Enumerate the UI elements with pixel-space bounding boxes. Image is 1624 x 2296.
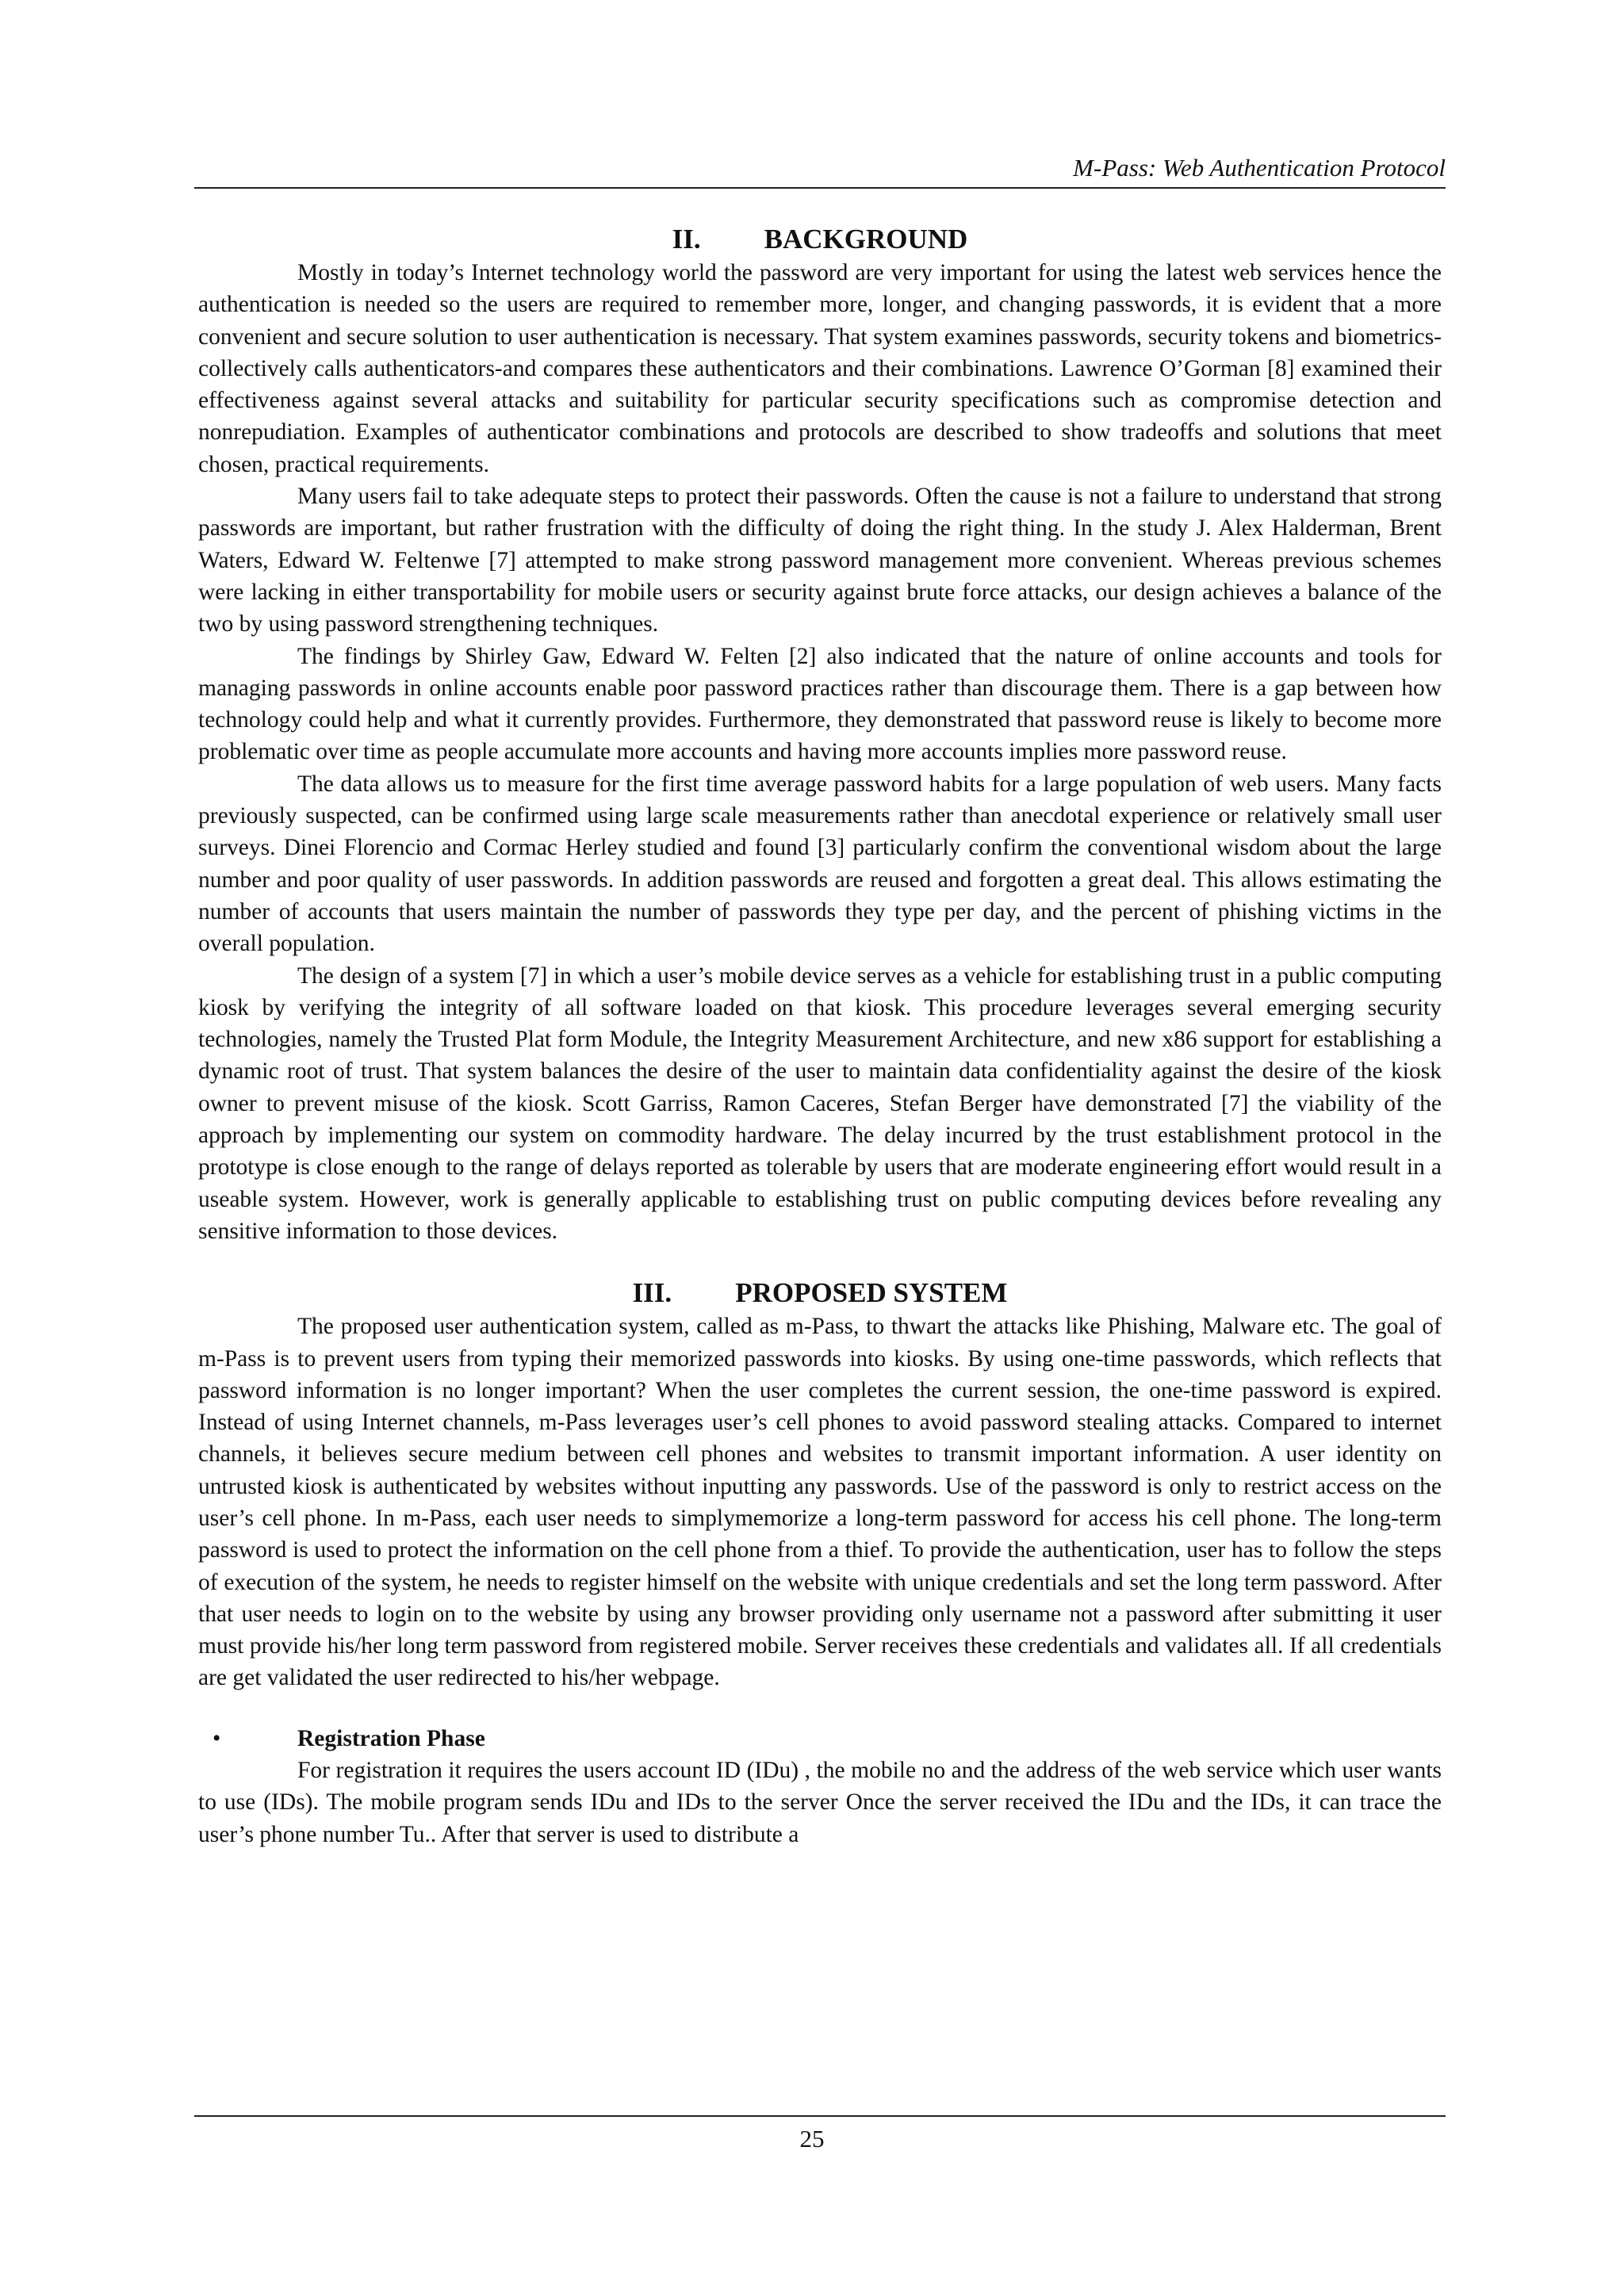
running-header: M-Pass: Web Authentication Protocol [1073, 154, 1446, 182]
subsection-heading-registration-phase [198, 1723, 1442, 1755]
section-heading-background [198, 222, 1442, 257]
bullet-icon: • [213, 1725, 221, 1751]
page-number: 25 [799, 2125, 825, 2152]
paragraph: Mostly in today’s Internet technology world the password are very important for using the latest web services hence the authentication is needed so the users are required to remember more, longer, and changing passwords, it is evident that a more convenient and secure solution to user authentication is necessary. That system examines passwords, security tokens and biometrics-collectively calls authenticators-and compares these authenticators and their combinations. Lawrence O’Gorman [8] examined their effectiveness against several attacks and suitability for particular security specifications such as compromise detection and nonrepudiation. Examples of authenticator combinations and protocols are described to show tradeoffs and solutions that meet chosen, practical requirements. [198, 260, 1442, 477]
page-content [198, 222, 1442, 1850]
section-title: PROPOSED SYSTEM [735, 1277, 1008, 1309]
footer-rule [194, 2115, 1446, 2117]
section-heading-proposed-system [198, 1276, 1442, 1311]
subsection-title: Registration Phase [297, 1725, 485, 1751]
section-number: III. [632, 1277, 672, 1309]
paragraph: The design of a system [7] in which a user’s mobile device serves as a vehicle for establishing trust in a public computing kiosk by verifying the integrity of all software loaded on that kiosk. This procedure leverages several emerging security technologies, namely the Trusted Plat form Module, the Integrity Measurement Architecture, and new x86 support for establishing a dynamic root of trust. That system balances the desire of the user to maintain data confidentiality against the desire of the kiosk owner to prevent misuse of the kiosk. Scott Garriss, Ramon Caceres, Stefan Berger have demonstrated [7] the viability of the approach by implementing our system on commodity hardware. The delay incurred by the trust establishment protocol in the prototype is close enough to the range of delays reported as tolerable by users that are moderate engineering effort would result in a useable system. However, work is generally applicable to establishing trust on public computing devices before revealing any sensitive information to those devices. [198, 962, 1442, 1244]
paragraph: The data allows us to measure for the first time average password habits for a large population of web users. Many facts previously suspected, can be confirmed using large scale measurements rather than anecdotal experience or relatively small user surveys. Dinei Florencio and Cormac Herley studied and found [3] particularly confirm the conventional wisdom about the large number and poor quality of user passwords. In addition passwords are reused and forgotten a great deal. This allows estimating the number of accounts that users maintain the number of passwords they type per day, and the percent of phishing victims in the overall population. [198, 771, 1442, 957]
section-title: BACKGROUND [764, 224, 968, 254]
section-number: II. [672, 224, 701, 254]
paragraph: Many users fail to take adequate steps to protect their passwords. Often the cause is not a failure to understand that strong passwords are important, but rather frustration with the difficulty of doing the right thing. In the study J. Alex Halderman, Brent Waters, Edward W. Feltenwe [7] attempted to make strong password management more convenient. Whereas previous schemes were lacking in either transportability for mobile users or security against brute force attacks, our design achieves a balance of the two by using password strengthening techniques. [198, 484, 1442, 637]
paragraph: The findings by Shirley Gaw, Edward W. Felten [2] also indicated that the nature of online accounts and tools for managing passwords in online accounts enable poor password practices rather than discourage them. There is a gap between how technology could help and what it currently provides. Furthermore, they demonstrated that password reuse is likely to become more problematic over time as people accumulate more accounts and having more accounts implies more password reuse. [198, 643, 1442, 765]
paragraph: For registration it requires the users account ID (IDu) , the mobile no and the address of the web service which user wants to use (IDs). The mobile program sends IDu and IDs to the server Once the server received the IDu and the IDs, it can trace the user’s phone number Tu.. After that server is used to distribute a [198, 1758, 1442, 1847]
header-rule [194, 187, 1446, 189]
paragraph: The proposed user authentication system, called as m-Pass, to thwart the attacks like Phishing, Malware etc. The goal of m-Pass is to prevent users from typing their memorized passwords into kiosks. By using one-time passwords, which reflects that password information is no longer important? When the user completes the current session, the one-time password is expired. Instead of using Internet channels, m-Pass leverages user’s cell phones to avoid password stealing attacks. Compared to internet channels, it believes secure medium between cell phones and websites to transmit important information. A user identity on untrusted kiosk is authenticated by websites without inputting any passwords. Use of the password is only to restrict access on the user’s cell phone. In m-Pass, each user needs to simplymemorize a long-term password for access his cell phone. The long-term password is used to protect the information on the cell phone from a thief. To provide the authentication, user has to follow the steps of execution of the system, he needs to register himself on the website with unique credentials and set the long term password. After that user needs to login on to the website by using any browser providing only username not a password after submitting it user must provide his/her long term password from registered mobile. Server receives these credentials and validates all. If all credentials are get validated the user redirected to his/her webpage. [198, 1314, 1442, 1691]
